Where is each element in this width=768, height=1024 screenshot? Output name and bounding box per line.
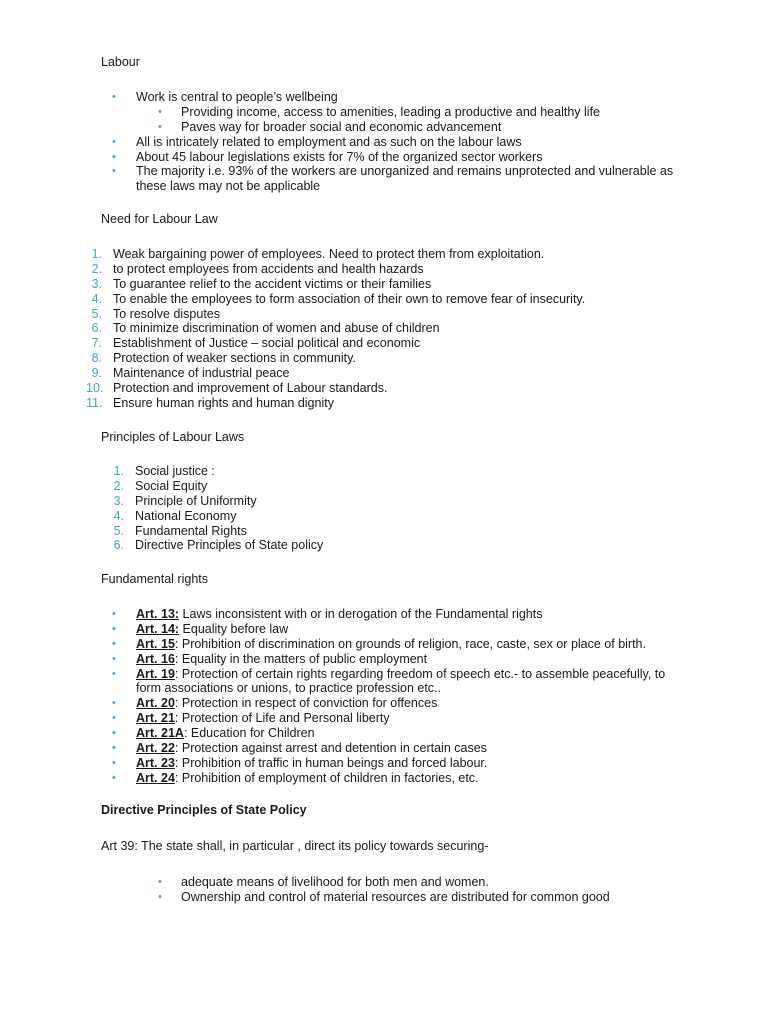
list-item-text: Establishment of Justice – social political and economic [113, 336, 421, 351]
article-description: : Protection of Life and Personal liberty [174, 711, 390, 726]
list-item [108, 538, 608, 553]
list-item-text: Weak bargaining power of employees. Need to protect them from exploitation. [113, 247, 545, 261]
article-number: Art. 13: [136, 607, 180, 621]
article-number: Art. 14: [136, 621, 180, 636]
bullet-icon: • [158, 105, 162, 118]
list-item-text: The majority i.e. 93% of the workers are unorganized and remains unprotected and vulnerable as these laws may not be applicable [136, 164, 674, 194]
list-number: 4. [91, 291, 102, 306]
list-item-text: Principle of Uniformity [135, 493, 257, 508]
bullet-icon: • [112, 756, 116, 769]
list-item-text: To minimize discrimination of women and abuse of children [113, 321, 440, 336]
list-item-text: Ensure human rights and human dignity [113, 395, 334, 410]
article-description: Laws inconsistent with or in derogation of the Fundamental rights [179, 607, 543, 621]
article-item [112, 667, 692, 697]
article-description: : Protection of certain rights regarding freedom of speech etc.- to assemble peacefully, to form associations or unions, to practice profession etc.. [136, 666, 666, 696]
need-numbered-list [86, 247, 686, 411]
bullet-icon: • [112, 697, 116, 710]
article-number: Art. 20 [136, 696, 175, 711]
list-item [86, 247, 686, 262]
list-item-text: About 45 labour legislations exists for 7% of the organized sector workers [136, 149, 543, 164]
article-item [112, 637, 692, 652]
bullet-icon: • [112, 667, 116, 680]
list-number: 7. [91, 336, 102, 351]
list-item [108, 524, 608, 539]
bullet-icon: • [112, 150, 116, 163]
article-item [112, 652, 692, 667]
list-item [108, 509, 608, 524]
list-item-text: Fundamental Rights [135, 523, 247, 538]
fundamental-rights-list [112, 607, 692, 786]
list-item [86, 366, 686, 381]
list-item-text: To guarantee relief to the accident victims or their families [113, 276, 432, 291]
list-number: 9. [91, 366, 102, 381]
list-item-text: to protect employees from accidents and health hazards [113, 261, 424, 276]
list-item [158, 890, 658, 905]
list-item-text: adequate means of livelihood for both men and women. [181, 875, 489, 889]
bullet-icon: • [112, 652, 116, 665]
list-item-text: Social justice : [135, 464, 215, 478]
bullet-icon: • [112, 622, 116, 635]
list-item-text: Directive Principles of State policy [135, 538, 324, 553]
article-description: : Equality in the matters of public employment [174, 651, 428, 666]
list-item-text: To resolve disputes [113, 306, 221, 321]
article-number: Art. 21A [136, 726, 184, 741]
article-item [112, 756, 692, 771]
list-item-text: Ownership and control of material resources are distributed for common good [181, 889, 610, 904]
article-description: : Education for Children [183, 726, 315, 741]
article-description: : Prohibition of employment of children in factories, etc. [174, 770, 479, 785]
list-item-text: Social Equity [135, 478, 208, 493]
list-item-text: Protection and improvement of Labour standards. [113, 381, 388, 396]
bullet-icon: • [112, 165, 116, 178]
article-item [112, 696, 692, 711]
fundamental-heading: Fundamental rights [101, 572, 209, 586]
article-number: Art. 23 [136, 755, 175, 770]
bullet-icon: • [112, 727, 116, 740]
list-item [86, 321, 686, 336]
bullet-icon: • [112, 637, 116, 650]
list-item [108, 464, 608, 479]
bullet-icon: • [112, 771, 116, 784]
list-number: 11. [86, 395, 103, 410]
article-item [112, 622, 692, 637]
list-item [108, 494, 608, 509]
list-item-text: Maintenance of industrial peace [113, 366, 290, 381]
list-number: 1. [113, 464, 124, 478]
list-item-text: Providing income, access to amenities, leading a productive and healthy life [181, 104, 600, 119]
list-item-text: National Economy [135, 508, 237, 523]
list-number: 3. [113, 493, 124, 508]
article-description: : Protection in respect of conviction for offences [174, 696, 438, 711]
directive-heading: Directive Principles of State Policy [101, 803, 307, 817]
directive-bullet-list [158, 875, 658, 905]
list-item [108, 479, 608, 494]
article-number: Art. 16 [136, 651, 175, 666]
list-number: 3. [91, 276, 102, 291]
list-number: 8. [91, 351, 102, 366]
article-item [112, 711, 692, 726]
article-description: : Prohibition of traffic in human beings and forced labour. [174, 755, 488, 770]
article-item [112, 726, 692, 741]
list-item [86, 277, 686, 292]
bullet-icon: • [158, 120, 162, 133]
list-item [86, 336, 686, 351]
list-item [86, 292, 686, 307]
sub-list-item [112, 120, 692, 135]
list-item-text: Work is central to people’s wellbeing [136, 90, 338, 104]
sub-list-item [112, 105, 692, 120]
list-item [86, 351, 686, 366]
bullet-icon: • [112, 712, 116, 725]
article-description: : Protection against arrest and detention in certain cases [174, 741, 487, 756]
list-number: 2. [91, 261, 102, 276]
list-item [86, 396, 686, 411]
bullet-icon: • [112, 135, 116, 148]
list-number: 6. [91, 321, 102, 336]
list-item-text: Protection of weaker sections in community. [113, 351, 356, 366]
article-description: Equality before law [179, 621, 289, 636]
article-number: Art. 24 [136, 770, 175, 785]
article-item [112, 771, 692, 786]
art-39-intro: Art 39: The state shall, in particular , direct its policy towards securing- [101, 839, 489, 853]
list-item [112, 90, 692, 105]
bullet-icon: • [112, 742, 116, 755]
labour-bullet-list [112, 90, 692, 194]
list-number: 10. [86, 381, 104, 396]
article-number: Art. 21 [136, 711, 175, 726]
bullet-icon: • [112, 91, 116, 103]
bullet-icon: • [158, 876, 162, 888]
list-item [86, 307, 686, 322]
list-number: 2. [113, 478, 124, 493]
list-number: 4. [113, 508, 124, 523]
article-number: Art. 19 [136, 666, 175, 681]
list-item [86, 381, 686, 396]
list-item-text: All is intricately related to employment and as such on the labour laws [136, 134, 522, 149]
list-number: 1. [91, 247, 102, 261]
list-item [112, 164, 692, 194]
need-heading: Need for Labour Law [101, 212, 218, 226]
article-number: Art. 15 [136, 636, 175, 651]
article-description: : Prohibition of discrimination on grounds of religion, race, caste, sex or place of birth. [174, 636, 646, 651]
article-item [112, 741, 692, 756]
list-item-text: Paves way for broader social and economic advancement [181, 119, 502, 134]
list-item [112, 150, 692, 165]
principles-heading: Principles of Labour Laws [101, 430, 245, 444]
list-item [86, 262, 686, 277]
article-item [112, 607, 692, 622]
list-number: 5. [113, 523, 124, 538]
article-number: Art. 22 [136, 741, 175, 756]
principles-numbered-list [108, 464, 608, 553]
labour-heading: Labour [101, 55, 140, 69]
bullet-icon: • [112, 608, 116, 620]
list-item [158, 875, 658, 890]
list-item [112, 135, 692, 150]
list-number: 6. [113, 538, 124, 553]
list-item-text: To enable the employees to form association of their own to remove fear of insecurity. [113, 291, 586, 306]
list-number: 5. [91, 306, 102, 321]
bullet-icon: • [158, 890, 162, 903]
